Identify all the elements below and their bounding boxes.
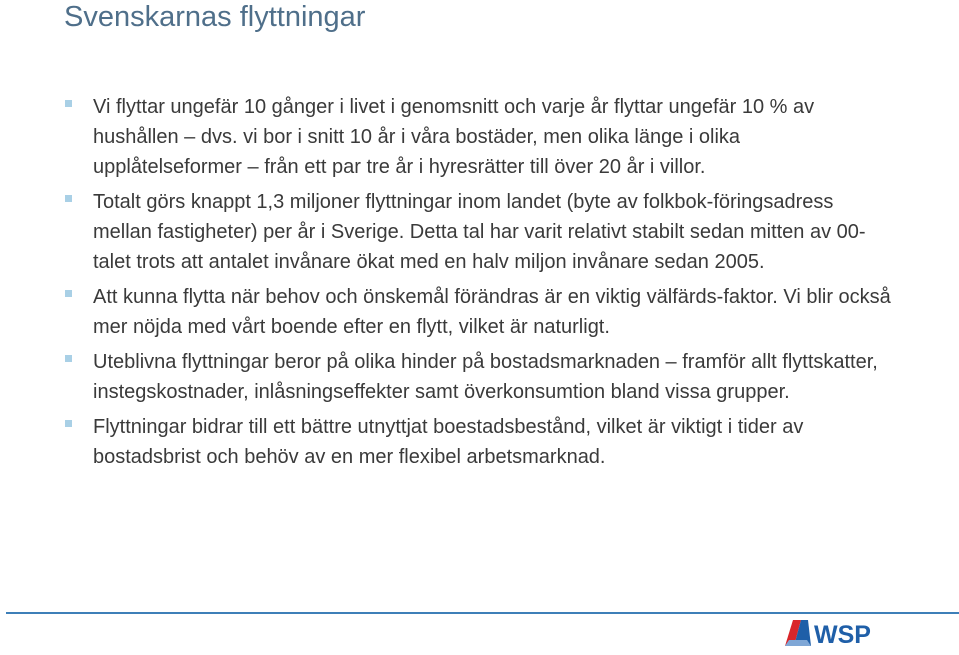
bullet-text: Flyttningar bidrar till ett bättre utnyttjat boestadsbestånd, vilket är viktigt i tider av bostadsbrist och behöv av en mer flexibel arbetsmarknad. <box>93 416 804 468</box>
square-bullet-icon <box>65 420 72 427</box>
bullet-item <box>64 347 894 407</box>
wsp-logo <box>781 612 881 650</box>
logo-text: WSP <box>814 621 871 649</box>
bullet-item <box>64 412 894 472</box>
bullet-item <box>64 187 894 277</box>
square-bullet-icon <box>65 100 72 107</box>
bullet-text: Att kunna flytta när behov och önskemål förändras är en viktig välfärds-faktor. Vi blir också mer nöjda med vårt boende efter en flytt, vilket är naturligt. <box>93 286 891 338</box>
bullet-text: Totalt görs knappt 1,3 miljoner flyttningar inom landet (byte av folkbok-föringsadress mellan fastigheter) per år i Sverige. Detta tal har varit relativt stabilt sedan mitten av 00-talet trots att antalet invånare ökat med en halv miljon invånare sedan 2005. <box>93 191 866 273</box>
bullet-item <box>64 282 894 342</box>
bullet-text: Uteblivna flyttningar beror på olika hinder på bostadsmarknaden – framför allt flyttskatter, instegskostnader, inlåsningseffekter samt överkonsumtion bland vissa grupper. <box>93 351 878 403</box>
square-bullet-icon <box>65 355 72 362</box>
bullet-list <box>64 92 894 477</box>
bullet-item <box>64 92 894 182</box>
slide-title: Svenskarnas flyttningar <box>64 1 366 33</box>
square-bullet-icon <box>65 195 72 202</box>
bullet-text: Vi flyttar ungefär 10 gånger i livet i genomsnitt och varje år flyttar ungefär 10 % av hushållen – dvs. vi bor i snitt 10 år i våra bostäder, men olika länge i olika upplåtelseformer – från ett par tre år i hyresrätter till över 20 år i villor. <box>93 96 815 178</box>
wsp-logo-icon <box>781 612 881 650</box>
logo-mark-light <box>785 640 811 646</box>
square-bullet-icon <box>65 290 72 297</box>
